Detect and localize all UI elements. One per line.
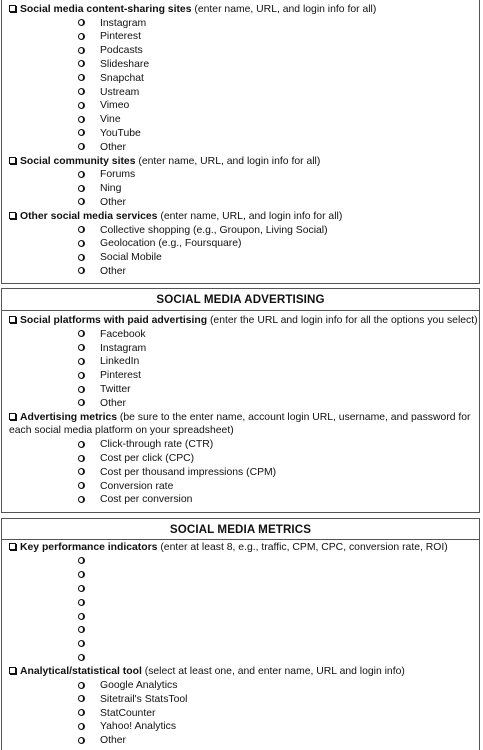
option-label: YouTube xyxy=(100,127,141,139)
option-cpm[interactable] xyxy=(78,466,276,479)
option-slideshare[interactable] xyxy=(78,58,149,71)
option-linkedin[interactable] xyxy=(78,355,139,368)
radio-icon[interactable] xyxy=(78,171,85,178)
option-label: Podcasts xyxy=(100,45,143,57)
content-sharing-section xyxy=(1,0,480,284)
option-label: Ustream xyxy=(100,86,140,98)
option-label: Slideshare xyxy=(100,58,150,70)
radio-icon[interactable] xyxy=(78,399,85,406)
radio-icon[interactable] xyxy=(78,737,85,744)
section-divider xyxy=(2,310,479,311)
option-other[interactable] xyxy=(78,397,126,410)
option-other[interactable] xyxy=(78,141,126,154)
kpi-blank-8[interactable] xyxy=(78,651,100,664)
radio-icon[interactable] xyxy=(78,654,85,661)
option-label: Snapchat xyxy=(100,72,144,84)
option-label: Yahoo! Analytics xyxy=(100,721,177,733)
radio-icon[interactable] xyxy=(78,372,85,379)
question-analytics-tool xyxy=(9,665,481,678)
question-note: (enter name, URL, and login info for all) xyxy=(135,155,321,167)
radio-icon[interactable] xyxy=(78,74,85,81)
option-label: Ning xyxy=(100,183,122,195)
radio-icon[interactable] xyxy=(78,626,85,633)
question-note: (enter at least 8, e.g., traffic, CPM, CPC, conversion rate, ROI) xyxy=(157,542,448,553)
radio-icon[interactable] xyxy=(78,613,85,620)
option-label: Conversion rate xyxy=(100,480,174,492)
kpi-blank-4[interactable] xyxy=(78,596,100,609)
question-note: (enter name, URL, and login info for all) xyxy=(191,4,377,15)
radio-icon[interactable] xyxy=(78,496,85,503)
option-ning[interactable] xyxy=(78,182,121,195)
option-label: Other xyxy=(100,735,126,747)
checkbox-content-sharing[interactable] xyxy=(9,5,16,12)
option-vine[interactable] xyxy=(78,113,121,126)
radio-icon[interactable] xyxy=(78,455,85,462)
question-note: (select at least one, and enter name, URL and login info) xyxy=(141,666,405,678)
radio-icon[interactable] xyxy=(78,143,85,150)
option-snapchat[interactable] xyxy=(78,72,144,85)
radio-icon[interactable] xyxy=(78,682,85,689)
checkbox-community-sites[interactable] xyxy=(9,157,16,164)
radio-icon[interactable] xyxy=(78,185,85,192)
option-collective-shopping[interactable] xyxy=(78,224,328,237)
radio-icon[interactable] xyxy=(78,723,85,730)
radio-icon[interactable] xyxy=(78,102,85,109)
question-label: Advertising metrics xyxy=(20,411,118,423)
option-label: Other xyxy=(100,141,126,153)
question-note: (be sure to the enter name, account login URL, username, and password for each social media platform on your spreadsheet) xyxy=(9,411,471,436)
checkbox-other-services[interactable] xyxy=(9,212,16,219)
option-google-analytics[interactable] xyxy=(78,679,177,692)
question-label: Analytical/statistical tool xyxy=(20,666,142,678)
question-community-sites xyxy=(9,155,481,168)
option-label: Twitter xyxy=(100,384,131,395)
section-title: SOCIAL MEDIA METRICS xyxy=(169,523,312,536)
option-label: Collective shopping (e.g., Groupon, Living Social) xyxy=(100,224,328,236)
option-other[interactable] xyxy=(78,265,126,278)
radio-icon[interactable] xyxy=(78,571,85,578)
question-label: Other social media services xyxy=(20,210,158,222)
option-label: Sitetrail's StatsTool xyxy=(100,693,188,705)
checkbox-advertising-metrics[interactable] xyxy=(9,413,16,420)
radio-icon[interactable] xyxy=(78,709,85,716)
option-ustream[interactable] xyxy=(78,86,139,99)
radio-icon[interactable] xyxy=(78,226,85,233)
checkbox-kpis[interactable] xyxy=(9,543,16,550)
option-podcasts[interactable] xyxy=(78,44,143,57)
option-pinterest[interactable] xyxy=(78,30,141,43)
radio-icon[interactable] xyxy=(78,358,85,365)
option-instagram[interactable] xyxy=(78,17,146,30)
option-label: Google Analytics xyxy=(100,680,178,691)
option-label: Instagram xyxy=(100,342,147,354)
option-label: Pinterest xyxy=(100,31,142,43)
option-label: Instagram xyxy=(100,17,147,29)
option-other[interactable] xyxy=(78,196,126,209)
question-paid-platforms xyxy=(9,314,481,327)
kpi-blank-7[interactable] xyxy=(78,638,100,651)
section-divider xyxy=(2,539,479,540)
question-advertising-metrics xyxy=(9,411,475,437)
question-label: Key performance indicators xyxy=(20,542,158,553)
radio-icon[interactable] xyxy=(78,129,85,136)
radio-icon[interactable] xyxy=(78,386,85,393)
option-label: Cost per thousand impressions (CPM) xyxy=(100,466,277,478)
option-social-mobile[interactable] xyxy=(78,251,162,264)
question-label: Social community sites xyxy=(20,155,136,167)
option-twitter[interactable] xyxy=(78,383,131,396)
radio-icon[interactable] xyxy=(78,47,85,54)
question-note: (enter name, URL, and login info for all) xyxy=(157,210,343,222)
option-facebook[interactable] xyxy=(78,328,146,341)
radio-icon[interactable] xyxy=(78,116,85,123)
radio-icon[interactable] xyxy=(78,330,85,337)
radio-icon[interactable] xyxy=(78,267,85,274)
radio-icon[interactable] xyxy=(78,695,85,702)
option-label: Other xyxy=(100,196,126,208)
radio-icon[interactable] xyxy=(78,19,85,26)
radio-icon[interactable] xyxy=(78,441,85,448)
radio-icon[interactable] xyxy=(78,468,85,475)
metrics-section xyxy=(1,518,480,750)
option-ctr[interactable] xyxy=(78,438,213,451)
checkbox-paid-platforms[interactable] xyxy=(9,316,16,323)
question-content-sharing xyxy=(9,3,481,16)
option-label: StatCounter xyxy=(100,707,156,719)
option-label: LinkedIn xyxy=(100,356,140,368)
option-label: Vimeo xyxy=(100,100,130,112)
radio-icon[interactable] xyxy=(78,60,85,67)
advertising-section xyxy=(1,288,480,513)
radio-icon[interactable] xyxy=(78,482,85,489)
kpi-blank-1[interactable] xyxy=(78,555,100,568)
radio-icon[interactable] xyxy=(78,599,85,606)
option-label: Other xyxy=(100,265,126,277)
radio-icon[interactable] xyxy=(78,254,85,261)
option-label: Vine xyxy=(100,114,121,126)
section-title: SOCIAL MEDIA ADVERTISING xyxy=(156,293,325,306)
kpi-blank-3[interactable] xyxy=(78,582,100,595)
radio-icon[interactable] xyxy=(78,344,85,351)
radio-icon[interactable] xyxy=(78,240,85,247)
option-cost-per-conversion[interactable] xyxy=(78,493,192,506)
option-label: Cost per conversion xyxy=(100,494,193,506)
checkbox-analytics-tool[interactable] xyxy=(9,667,16,674)
radio-icon[interactable] xyxy=(78,585,85,592)
option-instagram[interactable] xyxy=(78,342,146,355)
option-youtube[interactable] xyxy=(78,127,141,140)
kpi-blank-6[interactable] xyxy=(78,624,100,637)
option-conversion-rate[interactable] xyxy=(78,480,173,493)
option-label: Cost per click (CPC) xyxy=(100,453,195,464)
option-sitetrail-statstool[interactable] xyxy=(78,693,187,706)
option-yahoo-analytics[interactable] xyxy=(78,720,176,733)
question-label: Social media content-sharing sites xyxy=(20,4,192,15)
question-other-services xyxy=(9,210,481,223)
option-label: Other xyxy=(100,397,126,409)
option-cpc[interactable] xyxy=(78,452,194,465)
kpi-blank-2[interactable] xyxy=(78,569,100,582)
option-other[interactable] xyxy=(78,734,126,747)
radio-icon[interactable] xyxy=(78,640,85,647)
option-label: Social Mobile xyxy=(100,252,162,264)
option-label: Pinterest xyxy=(100,370,142,382)
radio-icon[interactable] xyxy=(78,33,85,40)
option-statcounter[interactable] xyxy=(78,707,155,720)
option-pinterest[interactable] xyxy=(78,369,141,382)
option-geolocation[interactable] xyxy=(78,237,242,250)
option-label: Click-through rate (CTR) xyxy=(100,439,214,451)
option-forums[interactable] xyxy=(78,168,135,181)
option-vimeo[interactable] xyxy=(78,99,129,112)
kpi-blank-5[interactable] xyxy=(78,610,100,623)
option-label: Facebook xyxy=(100,328,146,340)
option-label: Geolocation (e.g., Foursquare) xyxy=(100,238,242,250)
radio-icon[interactable] xyxy=(78,88,85,95)
option-label: Forums xyxy=(100,169,136,181)
question-note: (enter the URL and login info for all the options you select) xyxy=(207,315,478,326)
question-label: Social platforms with paid advertising xyxy=(20,315,208,326)
radio-icon[interactable] xyxy=(78,557,85,564)
radio-icon[interactable] xyxy=(78,198,85,205)
question-kpis xyxy=(9,541,481,554)
